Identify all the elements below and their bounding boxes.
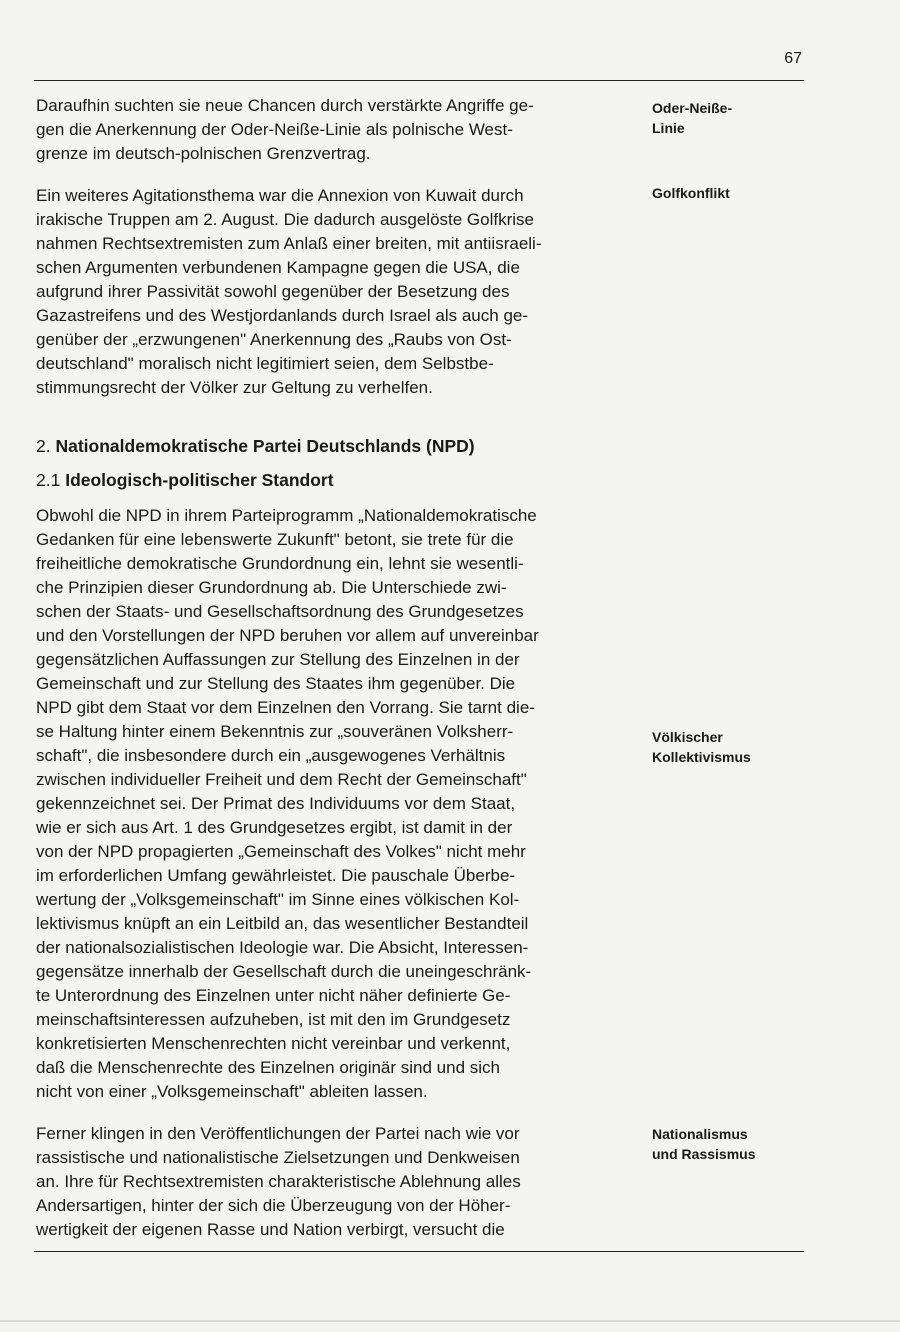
- paragraph-oder-neisse: Daraufhin suchten sie neue Chancen durch verstärkte Angriffe ge- gen die Anerkennung der Oder-Neiße-Linie als polnische West- grenze im deutsch-polnischen Grenzvertrag.: [36, 96, 534, 163]
- paragraph-golfkonflikt: Ein weiteres Agitationsthema war die Annexion von Kuwait durch irakische Truppen am 2. August. Die dadurch ausgelöste Golfkrise nahmen Rechtsextremisten zum Anlaß einer breiten, mit antiisraeli- schen Argumenten verbundenen Kampagne gegen die USA, die aufgrund ihrer Passivität sowohl gegenüber der Besetzung des Gazastreifens und des Westjordanlands durch Israel als auch ge- genüber der „erzwungenen" Anerkennung des „Raubs von Ost- deutschland" moralisch nicht legitimiert seien, dem Selbstbe- stimmungsrecht der Völker zur Geltung zu verhelfen.: [36, 186, 542, 397]
- section-heading-npd: [36, 434, 622, 458]
- footer-rule: [34, 1251, 804, 1252]
- margin-note-nationalismus-rassismus: Nationalismus und Rassismus: [652, 1126, 756, 1162]
- subsection-number: 2.1: [36, 470, 61, 490]
- header-rule: [34, 80, 804, 81]
- paragraph-nationalismus: Ferner klingen in den Veröffentlichungen der Partei nach wie vor rassistische und nationalistische Zielsetzungen und Denkweisen an. Ihre für Rechtsextremisten charakteristische Ablehnung alles Andersartigen, hinter der sich die Überzeugung von der Höher- wertigkeit der eigenen Rasse und Nation verbirgt, versucht die: [36, 1124, 521, 1239]
- subsection-title: Ideologisch-politischer Standort: [65, 470, 334, 490]
- scan-edge: [0, 1320, 900, 1322]
- margin-note-voelkischer-kollektivismus: Völkischer Kollektivismus: [652, 729, 751, 765]
- section-number: 2.: [36, 436, 51, 456]
- subsection-heading-standort: [36, 468, 622, 492]
- section-title: Nationaldemokratische Partei Deutschlands (NPD): [55, 436, 475, 456]
- page-number: 67: [784, 50, 802, 67]
- paragraph-standort: Obwohl die NPD in ihrem Parteiprogramm „Nationaldemokratische Gedanken für eine lebenswerte Zukunft" betont, sie trete für die freiheitliche demokratische Grundordnung ein, lehnt sie wesentli- che Prinzipien dieser Grundordnung ab. Die Unterschiede zwi- schen der Staats- und Gesellschaftsordnung des Grundgesetzes und den Vorstellungen der NPD beruhen vor allem auf unvereinbar gegensätzlichen Auffassungen zur Stellung des Einzelnen in der Gemeinschaft und zur Stellung des Staates ihm gegenüber. Die NPD gibt dem Staat vor dem Einzelnen den Vorrang. Sie tarnt die- se Haltung hinter einem Bekenntnis zur „souveränen Volksherr- schaft", die insbesondere durch ein „ausgewogenes Verhältnis zwischen individueller Freiheit und dem Recht der Gemeinschaft" gekennzeichnet sei. Der Primat des Individuums vor dem Staat, wie er sich aus Art. 1 des Grundgesetzes ergibt, ist damit in der von der NPD propagierten „Gemeinschaft des Volkes" nicht mehr im erforderlichen Umfang gewährleistet. Die pauschale Überbe- wertung der „Volksgemeinschaft" im Sinne eines völkischen Kol- lektivismus knüpft an ein Leitbild an, das wesentlicher Bestandteil der nationalsozialistischen Ideologie war. Die Absicht, Interessen- gegensätze innerhalb der Gesellschaft durch die uneingeschränk- te Unterordnung des Einzelnen unter nicht näher definierte Ge- meinschaftsinteressen aufzuheben, ist mit den im Grundgesetz konkretisierten Menschenrechten nicht vereinbar und verkennt, daß die Menschenrechte des Einzelnen originär sind und sich nicht von einer „Volksgemeinschaft" ableiten lassen.: [36, 506, 539, 1101]
- margin-note-golfkonflikt: Golfkonflikt: [652, 185, 730, 201]
- margin-note-oder-neisse: Oder-Neiße- Linie: [652, 100, 733, 136]
- main-text-column: [36, 94, 622, 1242]
